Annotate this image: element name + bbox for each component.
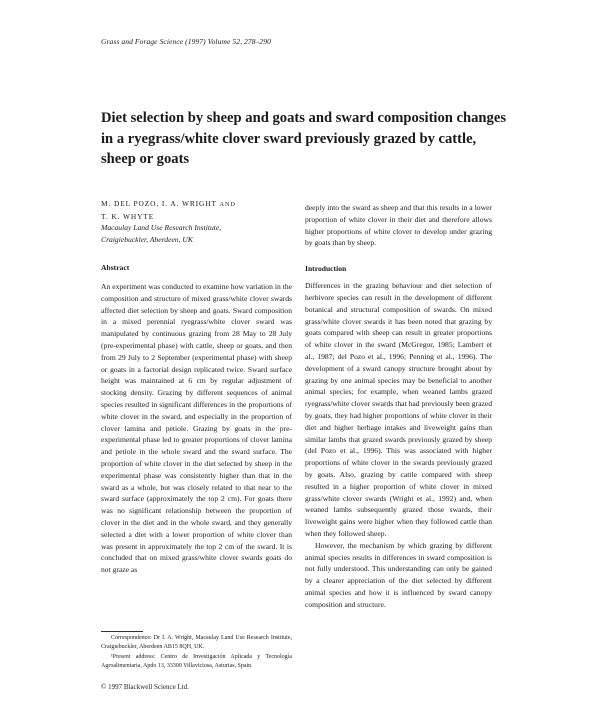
authors-line-1: M. DEL POZO, I. A. WRIGHT: [101, 199, 217, 208]
present-address-note: ¹Present address: Centro de Investigación Aplicada y Tecnología Agroalimentaria, Apdo 13, 33300 Villaviciosa, Asturias, Spain.: [101, 653, 292, 670]
abstract-continuation: deeply into the sward as sheep and that this results in a lower proportion of white clover in their diet and therefore allows higher proportions of white clover to develop under grazing by goats than by sheep.: [305, 203, 492, 248]
abstract-text: An experiment was conducted to examine how variation in the composition and structure of mixed grass/white clover swards affected diet selection by sheep and goats. Sward composition in a mixed perennial ryegrass/white clover sward was manipulated by continuous grazing from 28 May to 28 July (pre-experimental phase) with cattle, sheep or goats, and then from 29 July to 2 September (experimental phase) with sheep or goats in a factorial design replicated twice. Sward surface height was maintained at 6 cm by regular adjustment of stocking density. Grazing by different sequences of animal species resulted in significant differences in the proportions of white clover in the sward, and especially in the proportion of clover lamina and petiole. Grazing by goats in the pre-experimental phase led to greater proportions of clover lamina and petiole in the whole sward and the sward surface. The proportion of white clover in the diet selected by sheep in the experimental phase was consistently higher than that in the sward as a whole, but was closely related to that near to the sward surface (approximately the top 2 cm). For goats there was no significant relationship between the proportion of clover in the diet and in the whole sward, and they generally selected a diet with a lower proportion of white clover than was present in approximately the top 2 cm of the sward. It is concluded that on mixed grass/white clover swards goats do not graze as: [101, 282, 292, 575]
abstract-heading: Abstract: [101, 263, 130, 272]
affiliation-line-2: Craigiebuckler, Aberdeen, UK: [101, 234, 193, 244]
correspondence-note: Correspondence: Dr I. A. Wright, Macaulay Land Use Research Institute, Craigiebuckler, Aberdeen AB15 8QH, UK.: [101, 635, 292, 651]
introduction-paragraph-1: Differences in the grazing behaviour and diet selection of herbivore species can result in the development of different botanical and structural composition of swards. On mixed grass/white clover swards it has been noted that grazing by goats compared with sheep can result in greater proportions of white clover in the sward (McGregor, 1985; Lambert et al., 1987; del Pozo et al., 1996; Penning et al., 1996). The development of a sward canopy structure brought about by grazing by one animal species may be beneficial to another animal species; for example, when weaned lambs grazed ryegrass/white clover swards that had previously been grazed by goats, they had higher proportions of white clover in their diet and higher herbage intakes and liveweight gains than similar lambs that grazed swards previously grazed by sheep (del Pozo et al., 1996). This was associated with higher proportions of white clover in the swards previously grazed by goats. Also, grazing by cattle compared with sheep resulted in a higher proportion of white clover in mixed grass/white clover swards (Wright et al., 1992) and, when weaned lambs subsequently grazed those swards, their liveweight gains were higher when they followed cattle than when they followed sheep.: [305, 281, 492, 538]
footnotes: [101, 634, 292, 672]
authors-line-2: T. K. WHYTE: [101, 211, 155, 221]
journal-citation: Grass and Forage Science (1997) Volume 52, 278–290: [101, 37, 271, 46]
footnote-rule: [101, 631, 143, 632]
introduction-paragraph-2: However, the mechanism by which grazing by different animal species results in differences in sward composition is not fully understood. This understanding can only be gained by a clearer appreciation of the diet selected by different animal species and how it is influenced by sward canopy composition and structure.: [305, 540, 492, 609]
copyright-notice: © 1997 Blackwell Science Ltd.: [101, 683, 189, 691]
author-list: [101, 198, 292, 222]
authors-and: AND: [219, 201, 236, 208]
affiliation-line-1: Macaulay Land Use Research Institute,: [101, 223, 222, 232]
affiliation: [101, 222, 292, 245]
article-title: Diet selection by sheep and goats and sward composition changes in a ryegrass/white clover sward previously grazed by cattle, sheep or goats: [101, 110, 507, 167]
left-column: [101, 198, 292, 576]
right-column: [305, 202, 492, 611]
introduction-heading: Introduction: [305, 264, 347, 274]
